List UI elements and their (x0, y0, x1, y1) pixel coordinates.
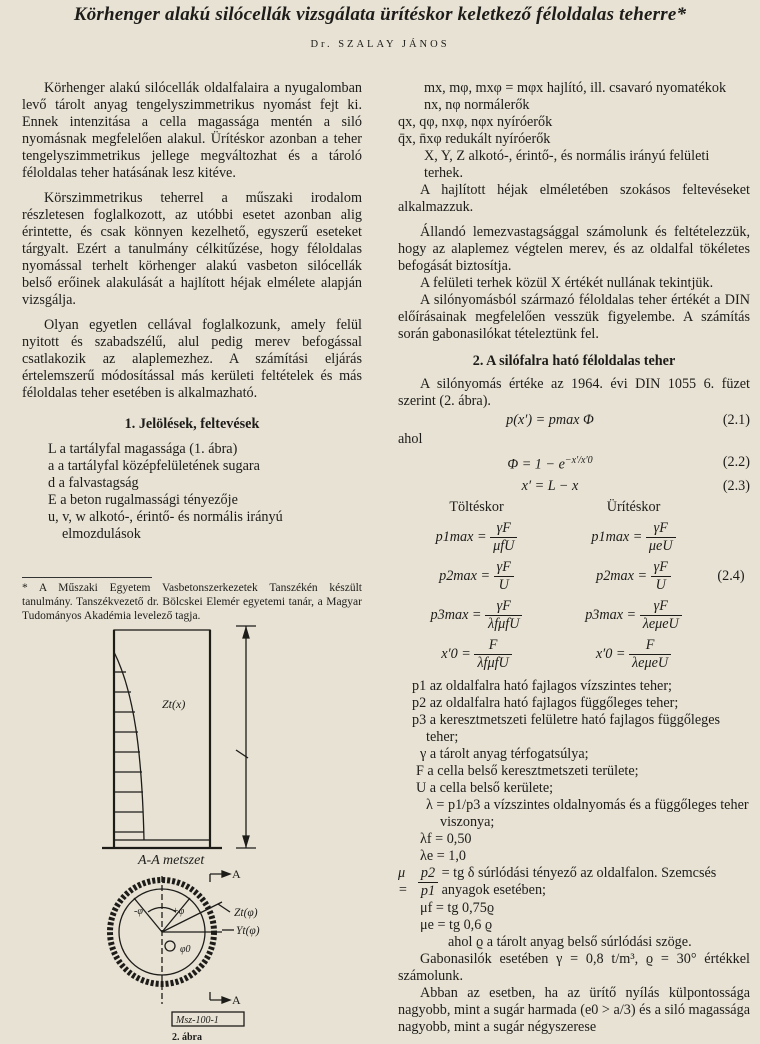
definition: γ a tárolt anyag térfogatsúlya; (420, 745, 589, 762)
definition: F a cella belső keresztmetszeti területe; (416, 762, 639, 779)
paragraph: Körszimmetrikus teherrel a műszaki irodalom részletesen foglalkozott, az utóbbi esetet azonban alig érintette, és csak könnyen kezelhető, egyszerű eseteket tárgyalt. Ezért a tanulmány célkitűzése, hogy féloldalas nyomással terhelt körhenger alakú vasbeton silócellák belső erőinek alakulását a hajlított héjak elmélete alapján vizsgálja. (22, 190, 362, 308)
definition: λ = p1/p3 a vízszintes oldalnyomás és a függőleges teher viszonya; (426, 796, 749, 830)
symbol-definition: a a tartályfal középfelületének sugara (48, 458, 260, 474)
symbol-definition: d a falvastagság (48, 475, 139, 491)
zt-x-label: Zt(x) (162, 697, 186, 711)
definition: λe = 1,0 (420, 847, 467, 864)
equation-body: x′ = L − x (521, 477, 579, 494)
definition: μe = tg 0,6 ϱ (420, 916, 493, 933)
formula: p3max = $\frac{\gamma F}{\text{λeμeU}}$ (555, 598, 712, 633)
equation-2-1 (398, 412, 750, 429)
yt-phi-label: Yt(φ) (236, 925, 260, 937)
symbol-definition: E a beton rugalmassági tényezője (48, 492, 238, 508)
mu-definition: μ = $\frac{p2}{p1}$ = tg δ súrlódási tényező az oldalfalon. Szemcsés anyagok esetében; (398, 864, 717, 899)
equation-2-3 (398, 478, 750, 495)
equation-number: (2.1) (722, 412, 750, 428)
formula: p1max = $\frac{\gamma F}{\text{μeU}}$ (555, 520, 712, 555)
symbol-definition: q̄x, n̄xφ redukált nyíróerők (398, 131, 551, 147)
definition: λf = 0,50 (420, 830, 472, 847)
figure-2 (22, 612, 362, 1042)
equation-2-4 (398, 499, 750, 672)
symbol-definition: qx, qφ, nxφ, nφx nyíróerők (398, 114, 553, 130)
symbol-definition: X, Y, Z alkotó-, érintő-, és normális irányú felületi terhek. (424, 148, 710, 181)
definition: μf = tg 0,75ϱ (420, 899, 495, 916)
ahol-label: ahol (398, 431, 423, 447)
definition: p2 az oldalfalra ható fajlagos függőleges teher; (412, 694, 679, 711)
formula: p3max = $\frac{\gamma F}{\text{λfμfU}}$ (398, 598, 555, 633)
minus-phi-label: -φ (134, 906, 143, 917)
equation-body: p(x′) = pmax Φ (506, 412, 594, 428)
equation-number: (2.2) (722, 454, 750, 471)
column-heading-emptying: Ürítéskor (606, 498, 661, 515)
formula: p1max = $\frac{\gamma F}{\text{μfU}}$ (398, 520, 555, 555)
section-label: A-A metszet (138, 853, 205, 868)
arrow-label-bottom: A (232, 993, 241, 1007)
zt-phi-label: Zt(φ) (234, 907, 258, 919)
paragraph: A silónyomásból származó féloldalas teher értékét a DIN előírásainak megfelelően vesszük figyelembe. A számítás során gabonasilókat tételeztünk fel. (398, 292, 750, 342)
arrow-label-top: A (232, 867, 241, 881)
paragraph: A felületi terhek közül X értékét nullának tekintjük. (420, 275, 714, 291)
symbol-definition: nx, nφ normálerők (424, 97, 530, 113)
elevation-drawing (102, 626, 256, 848)
formula: x′0 = $\frac{F}{\text{λfμfU}}$ (398, 637, 555, 672)
paragraph: Állandó lemezvastagsággal számolunk és feltételezzük, hogy az alaplemez végtelen merev, és az oldalfal tökéletes befogását biztosítja. (398, 224, 750, 274)
stamp-label: Msz-100-1 (176, 1015, 219, 1026)
paragraph: Gabonasilók esetében γ = 0,8 t/m³, ϱ = 30° értékkel számolunk. (398, 950, 750, 984)
definition: p1 az oldalfalra ható fajlagos vízszintes teher; (412, 677, 672, 694)
paragraph: Olyan egyetlen cellával foglalkozunk, amely felül nyitott és szabadszélű, alul pedig merev befogással csatlakozik az alaplemezhez. A számítási eljárás értelemszerű módosítással más kerületi feltételek és más féloldalas teher esetében is alkalmazható. (22, 317, 362, 401)
paragraph: Körhenger alakú silócellák oldalfalaira a nyugalomban levő tárolt anyag tengelyszimmetrikus nyomást fejt ki. Ennek intenzitása a cella magassága mentén a siló nyomásnak megfelelően alakul. Ürítéskor azonban a teher tengelyszimmetrikus jellege megváltozhat és a tároló féloldalas teher hatásának lesz kitéve. (22, 80, 362, 181)
definition: p3 a keresztmetszeti felületre ható fajlagos függőleges teher; (412, 711, 721, 745)
author: Dr. SZALAY JÁNOS (310, 39, 450, 50)
paragraph: Abban az esetben, ha az ürítő nyílás külpontossága nagyobb, mint a sugár harmada (e0 > a/3) és a siló magassága nagyobb, mint a sugár négyszerese (398, 984, 750, 1035)
formula: x′0 = $\frac{F}{\text{λeμeU}}$ (555, 637, 712, 672)
silo-wall-outline (114, 630, 210, 840)
definition: U a cella belső kerülete; (416, 779, 554, 796)
formula: p2max = $\frac{\gamma F}{U}$ (398, 559, 555, 594)
paragraph: A silónyomás értéke az 1964. évi DIN 1055 6. füzet szerint (2. ábra). (398, 376, 750, 409)
section-heading: 1. Jelölések, feltevések (124, 416, 260, 432)
right-column (398, 80, 750, 1036)
equation-number: (2.4) (717, 567, 745, 584)
footnote-text: * A Műszaki Egyetem Vasbetonszerkezetek Tanszékén készült tanulmány. Tanszékvezető dr. Bölcskei Elemér egyetemi tanár, a Magyar Tudományos Akadémia levelező tagja. (22, 582, 362, 622)
equation-2-2 (398, 452, 750, 474)
formula: p2max = $\frac{\gamma F}{U}$ (555, 559, 712, 594)
equation-number: (2.3) (722, 477, 750, 494)
phi0-label: φ0 (180, 944, 191, 955)
left-column (22, 80, 362, 623)
section-drawing (110, 871, 244, 1026)
paragraph: A hajlított héjak elméletében szokásos feltevéseket alkalmazzuk. (398, 182, 750, 215)
symbol-definition: mx, mφ, mxφ = mφx hajlító, ill. csavaró nyomatékok (424, 80, 727, 96)
figure-caption: 2. ábra (172, 1032, 202, 1042)
definition: ahol ϱ a tárolt anyag belső súrlódási szöge. (448, 933, 692, 950)
symbol-definition: u, v, w alkotó-, érintő- és normális irányú elmozdulások (48, 509, 283, 542)
article-title: Körhenger alakú silócellák vizsgálata ürítéskor keletkező féloldalas teherre* (73, 4, 687, 25)
section-heading: 2. A silófalra ható féloldalas teher (472, 353, 676, 369)
plus-phi-label: +φ (172, 906, 185, 917)
column-heading-filling: Töltéskor (449, 498, 504, 515)
definition-list (398, 678, 750, 951)
symbol-definition: L a tartályfal magassága (1. ábra) (48, 441, 238, 457)
equation-body: $\Phi = 1 - e^{-x'/x'0}$ (507, 455, 593, 473)
